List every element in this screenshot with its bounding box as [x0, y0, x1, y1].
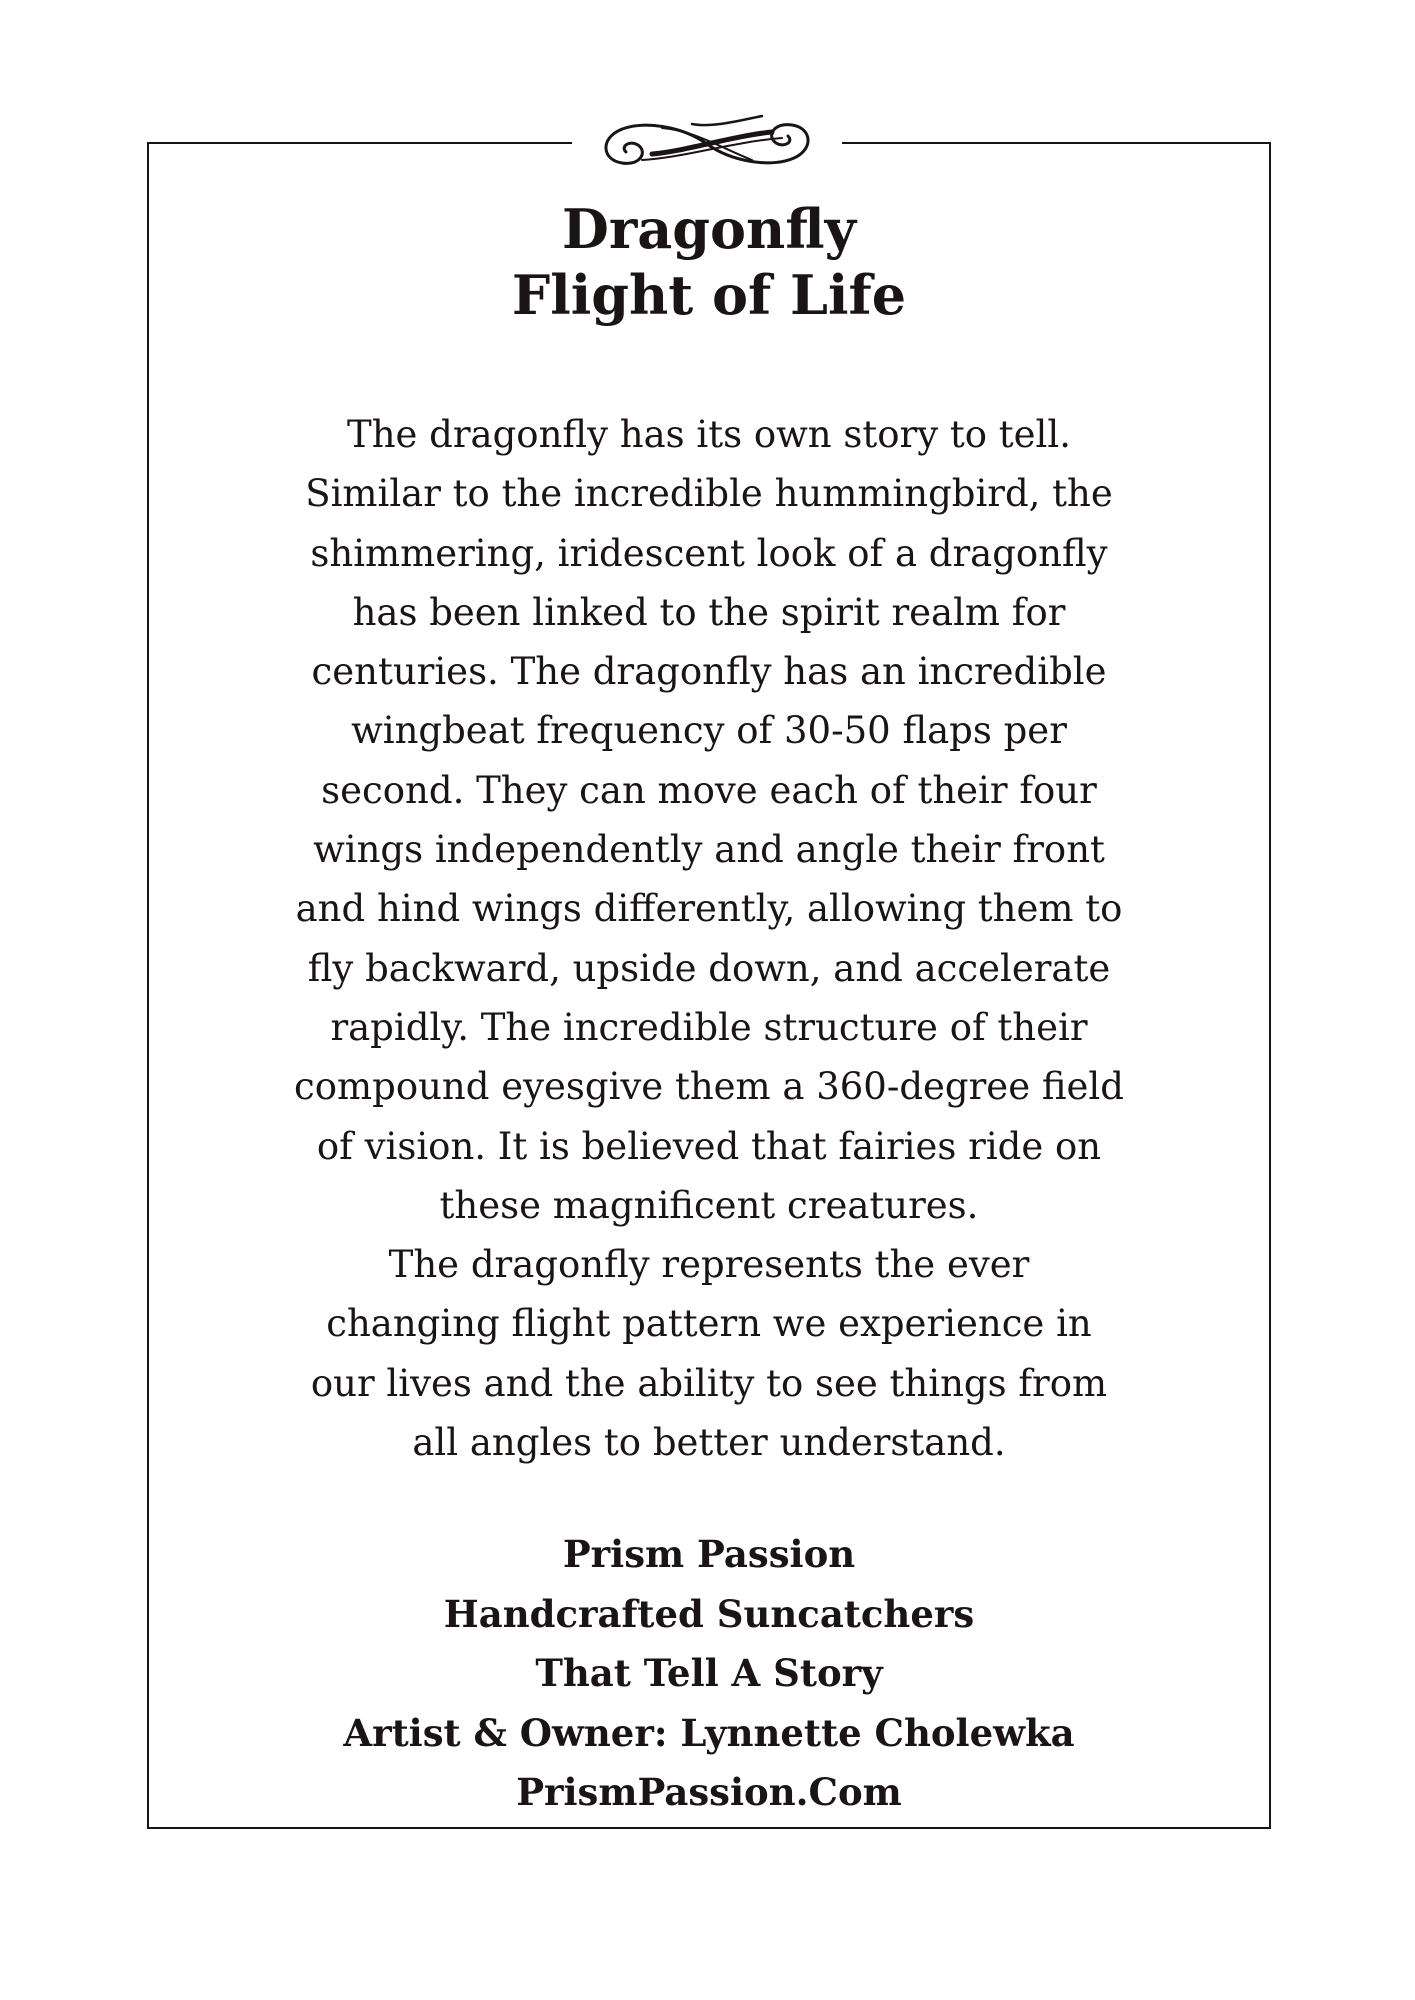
story-line: compound eyesgive them a 360-degree field — [294, 1065, 1124, 1109]
story-line: wingbeat frequency of 30-50 flaps per — [351, 709, 1067, 753]
card-title — [147, 196, 1271, 328]
scroll-flourish-icon — [572, 108, 842, 180]
story-line: shimmering, iridescent look of a dragonfly — [310, 531, 1108, 575]
story-line: second. They can move each of their four — [321, 768, 1097, 812]
story-line: all angles to better understand. — [412, 1421, 1006, 1465]
artist-credit: Artist & Owner: Lynnette Cholewka — [343, 1710, 1075, 1755]
story-line: fly backward, upside down, and accelerate — [307, 946, 1111, 990]
story-line: centuries. The dragonfly has an incredible — [311, 650, 1107, 694]
story-paragraph — [180, 405, 1238, 1472]
story-line: these magnificent creatures. — [439, 1183, 979, 1227]
brand-name: Prism Passion — [562, 1532, 856, 1576]
story-line: wings independently and angle their front — [313, 828, 1105, 872]
story-line: has been linked to the spirit realm for — [352, 590, 1066, 634]
story-line: The dragonfly represents the ever — [388, 1243, 1030, 1287]
story-line: our lives and the ability to see things from — [310, 1361, 1108, 1405]
title-line-flight-of-life: Flight of Life — [511, 263, 907, 327]
tagline-line-1: Handcrafted Suncatchers — [443, 1591, 975, 1636]
title-line-dragonfly: Dragonfly — [562, 197, 856, 261]
story-line: The dragonfly has its own story to tell. — [347, 413, 1071, 456]
website: PrismPassion.Com — [516, 1770, 902, 1814]
tagline-line-2: That Tell A Story — [535, 1651, 883, 1695]
story-line: of vision. It is believed that fairies ride on — [316, 1124, 1102, 1168]
story-line: and hind wings differently, allowing them to — [295, 887, 1123, 931]
story-line: changing flight pattern we experience in — [326, 1302, 1092, 1346]
story-line: rapidly. The incredible structure of their — [330, 1005, 1088, 1049]
credits-block — [147, 1525, 1271, 1823]
story-line: Similar to the incredible hummingbird, the — [305, 472, 1113, 516]
